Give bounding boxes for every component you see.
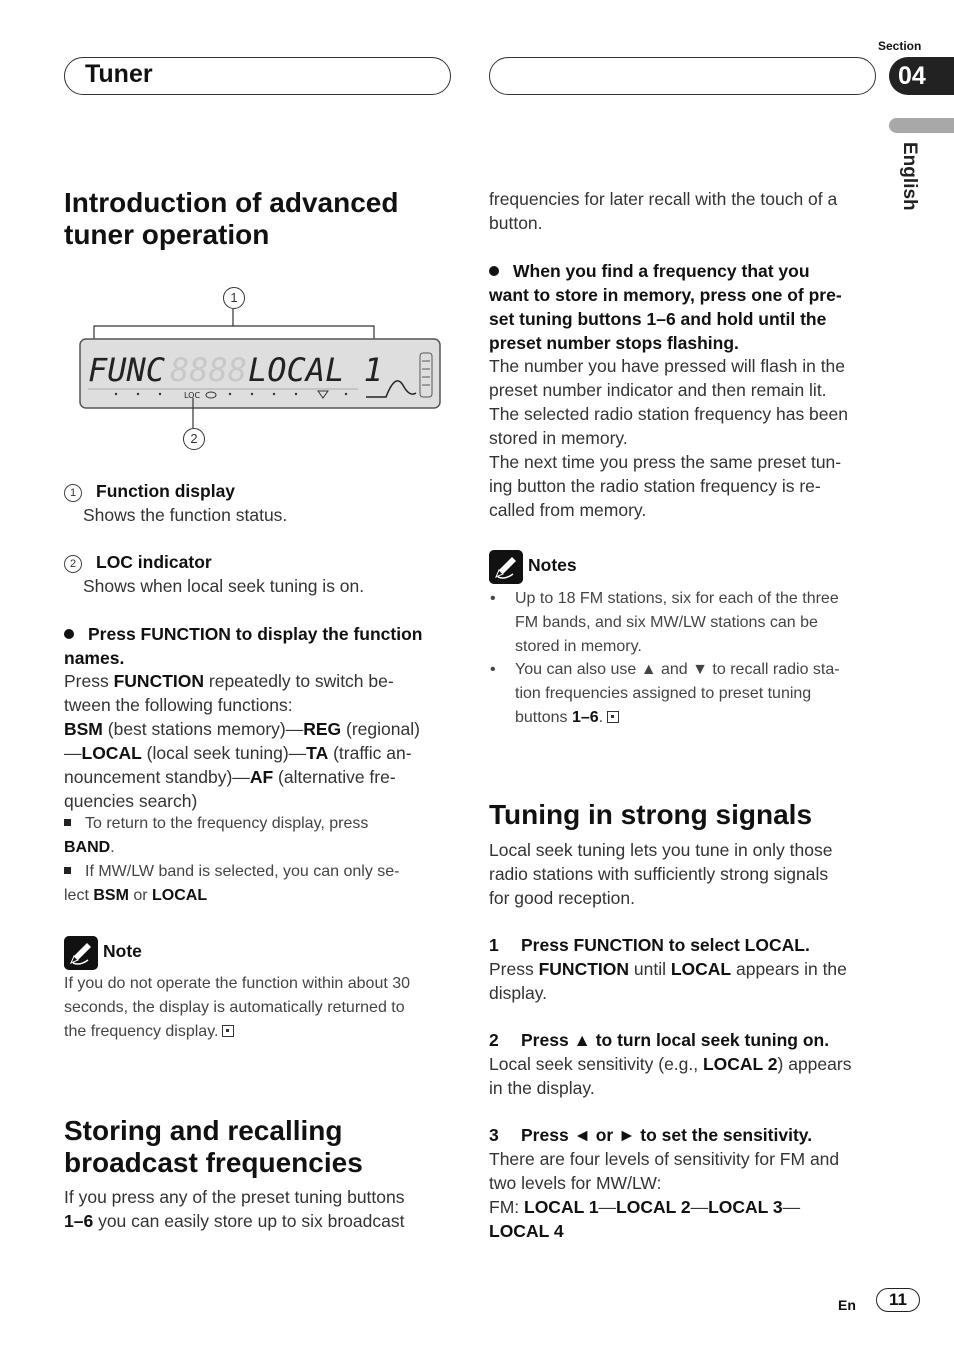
storing-step-body: The number you have pressed will flash in the preset number indicator and then remain lit. The selected radio station frequency has been stored in memory. The next time you press the same preset tun- ing button the radio station frequency is re- called from memory. bbox=[489, 356, 848, 520]
notes-label: Notes bbox=[528, 555, 577, 575]
footer-language: En bbox=[838, 1297, 856, 1313]
note-body: If you do not operate the function within about 30 seconds, the display is automatically returned to the frequency display. bbox=[64, 975, 411, 1040]
section-number: 04 bbox=[889, 57, 954, 95]
strong-step-2-heading: 2 Press ▲ to turn local seek tuning on. bbox=[489, 1030, 830, 1050]
callout-2: 2 bbox=[183, 428, 205, 450]
storing-intro-left: If you press any of the preset tuning buttons 1–6 you can easily store up to six broadcast bbox=[64, 1187, 405, 1231]
section-label: Section bbox=[878, 39, 922, 53]
strong-heading: Tuning in strong signals bbox=[489, 799, 813, 830]
storing-heading: Storing and recalling broadcast frequencies bbox=[64, 1115, 363, 1178]
notes-item-2: • You can also use ▲ and ▼ to recall radio sta- tion frequencies assigned to preset tuning buttons 1–6. bbox=[490, 661, 840, 726]
header-right-pill bbox=[489, 57, 876, 95]
strong-step-3-body: There are four levels of sensitivity for FM and two levels for MW/LW: FM: LOCAL 1—LOCAL 2—LOCAL 3— LOCAL 4 bbox=[489, 1149, 840, 1241]
note-pencil-icon bbox=[64, 936, 98, 970]
strong-intro: Local seek tuning lets you tune in only those radio stations with sufficiently strong signals for good reception. bbox=[489, 840, 833, 908]
strong-step-1-body: Press FUNCTION until LOCAL appears in the display. bbox=[489, 959, 847, 1003]
callout-1: 1 bbox=[223, 287, 245, 309]
notes-item-1: • Up to 18 FM stations, six for each of the three FM bands, and six MW/LW stations can be stored in memory. bbox=[490, 590, 839, 655]
note-label: Note bbox=[103, 941, 142, 961]
intro-subnote-band: To return to the frequency display, press BAND. bbox=[64, 815, 369, 856]
display-func-text: FUNC bbox=[88, 351, 166, 389]
intro-heading: Introduction of advanced tuner operation bbox=[64, 187, 399, 250]
header-left-pill bbox=[64, 57, 451, 95]
intro-subnote-mwlw: If MW/LW band is selected, you can only se- lect BSM or LOCAL bbox=[64, 863, 400, 904]
storing-step-heading: When you find a frequency that you want to store in memory, press one of pre- set tuning buttons 1–6 and hold until the preset number stops flashing. bbox=[489, 261, 842, 353]
item-function-display: 1 Function display bbox=[64, 479, 235, 503]
page-number: 11 bbox=[876, 1288, 920, 1312]
language-label: English bbox=[899, 142, 920, 211]
notes-pencil-icon bbox=[489, 550, 523, 584]
strong-step-1-heading: 1 Press FUNCTION to select LOCAL. bbox=[489, 935, 810, 955]
display-local-text: LOCAL 1 bbox=[248, 351, 383, 389]
display-loc-indicator: LOC bbox=[184, 391, 201, 400]
strong-step-3-heading: 3 Press ◄ or ► to set the sensitivity. bbox=[489, 1125, 813, 1145]
item-loc-indicator-desc: Shows when local seek tuning is on. bbox=[83, 576, 365, 596]
item-loc-indicator: 2 LOC indicator bbox=[64, 550, 212, 574]
item-function-display-desc: Shows the function status. bbox=[83, 505, 288, 525]
intro-step-heading: Press FUNCTION to display the function names. bbox=[64, 624, 423, 668]
header-title: Tuner bbox=[85, 60, 153, 88]
intro-step-body: Press FUNCTION repeatedly to switch be- tween the following functions: BSM (best stations memory)—REG (regional) —LOCAL (local seek tuning)—TA (traffic an- nouncement standby)—AF (alternative fre- quencies search) bbox=[64, 671, 420, 811]
end-mark-icon bbox=[222, 1025, 234, 1037]
language-tab bbox=[889, 118, 954, 133]
storing-intro-right: frequencies for later recall with the touch of a button. bbox=[489, 189, 838, 233]
lcd-display-illustration bbox=[78, 305, 443, 430]
end-mark-icon bbox=[607, 711, 619, 723]
svg-text:8888: 8888 bbox=[170, 351, 248, 389]
strong-step-2-body: Local seek sensitivity (e.g., LOCAL 2) appears in the display. bbox=[489, 1054, 852, 1098]
